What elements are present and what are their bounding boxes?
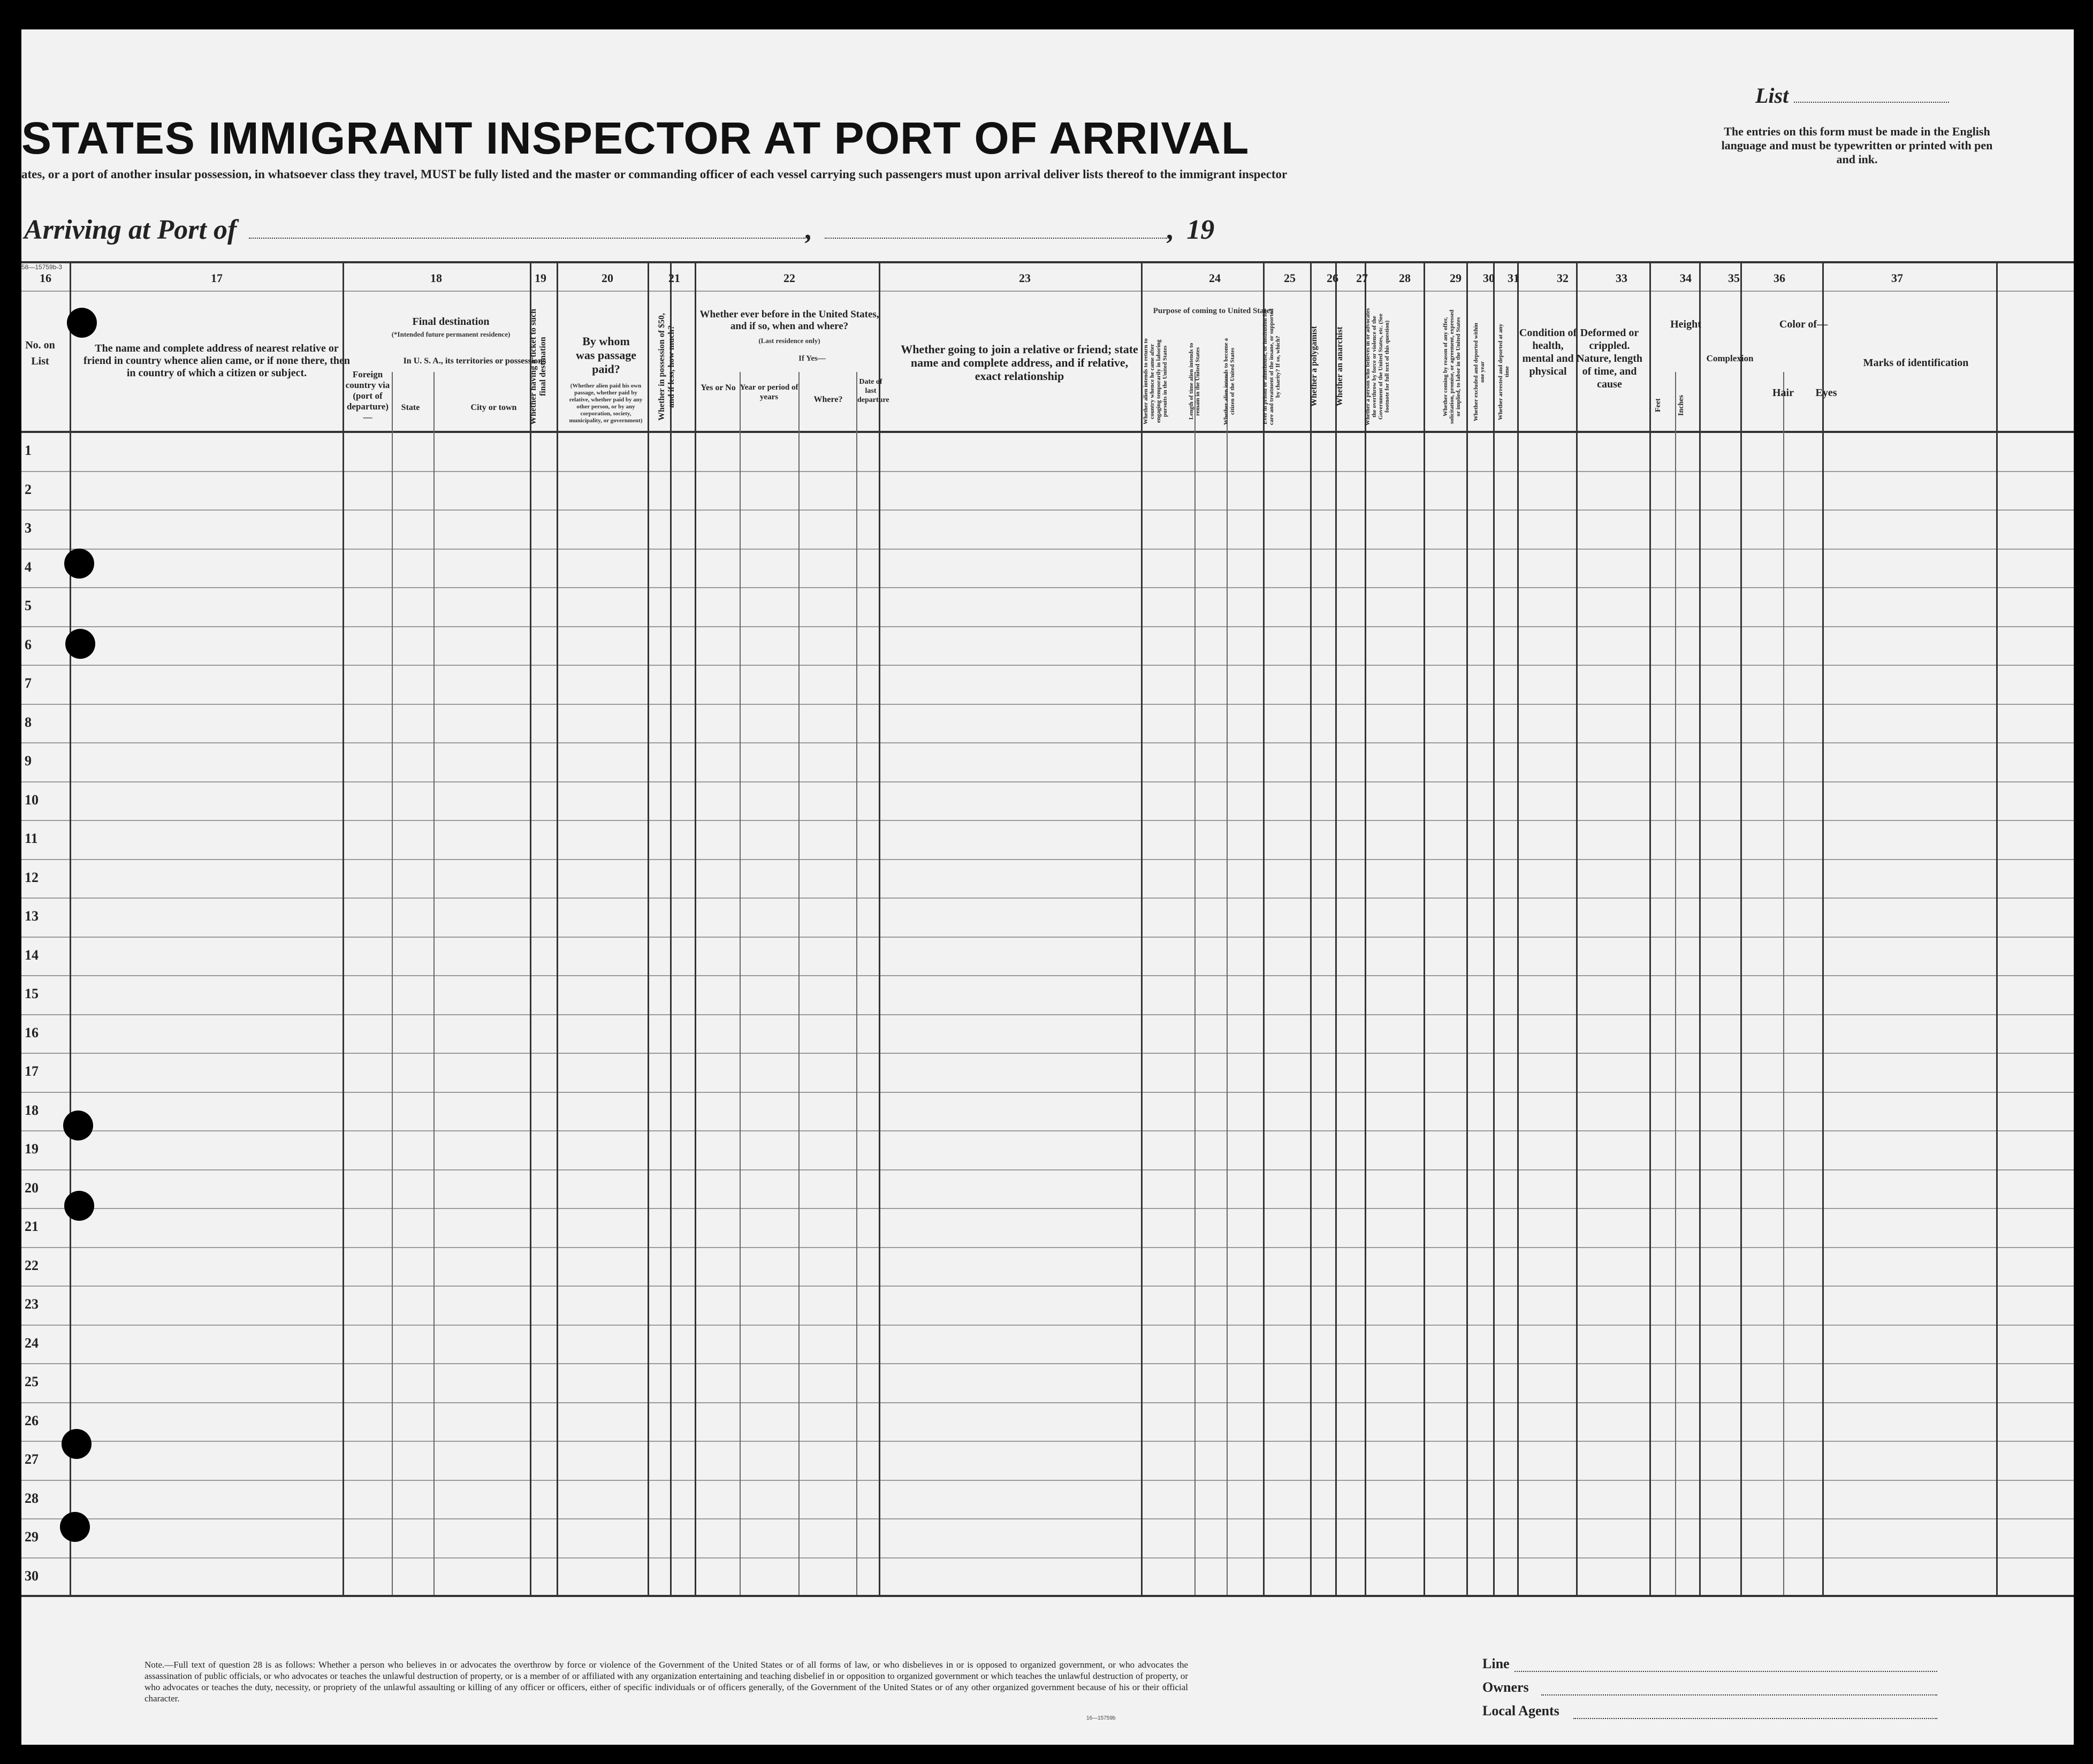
row-number: 24 [25, 1335, 39, 1351]
col-33-num: 33 [1616, 271, 1627, 285]
col-28-num: 28 [1399, 271, 1411, 285]
col-29-num: 29 [1450, 271, 1462, 285]
row-number: 7 [25, 675, 32, 691]
row-rule [21, 781, 2074, 782]
column-rule [1493, 262, 1495, 1595]
row-number: 27 [25, 1451, 39, 1467]
col-21-num: 21 [668, 271, 680, 285]
col-22-label: Whether ever before in the United States, and if so, when and where? [699, 309, 879, 332]
column-rule [1996, 262, 1998, 1595]
col-35-label: Complexion [1706, 353, 1754, 363]
row-rule [21, 975, 2074, 976]
row-number: 21 [25, 1219, 39, 1234]
row-rule [21, 587, 2074, 588]
col-31-num: 31 [1508, 271, 1519, 285]
col-34-num: 34 [1680, 271, 1692, 285]
row-number: 19 [25, 1141, 39, 1157]
row-rule [21, 742, 2074, 743]
row-rule [21, 1208, 2074, 1209]
agents-field[interactable] [1573, 1705, 1937, 1719]
col-17-label: The name and complete address of nearest relative or friend in country whence alien came, or if none there, then in country of which a citizen or subject. [83, 343, 351, 379]
col-34-inches: Inches [1677, 395, 1685, 416]
row-number: 16 [25, 1024, 39, 1040]
row-number: 28 [25, 1490, 39, 1506]
manifest-sheet [21, 29, 2074, 1745]
column-rule [1335, 262, 1337, 1595]
row-number: 13 [25, 908, 39, 924]
list-label: List [1755, 83, 1789, 108]
row-number: 10 [25, 792, 39, 808]
row-rule [21, 665, 2074, 666]
col-31-label: Whether arrested and deported at any time [1497, 323, 1510, 421]
col-17-num: 17 [211, 271, 223, 285]
row-rule [21, 1441, 2074, 1442]
col-36-eyes: Eyes [1815, 387, 1837, 399]
col-20-label: By whom was passage paid? [575, 334, 637, 376]
col-27-label: Whether an anarchist [1335, 326, 1344, 407]
arriving-label: Arriving at Port of [24, 215, 237, 245]
col-20-note: (Whether alien paid his own passage, whether paid by relative, whether paid by any other person, or by any corporation, society, municipality, or government) [569, 383, 643, 424]
column-rule [1466, 262, 1468, 1595]
column-number-rule [21, 291, 2074, 292]
row-rule [21, 1363, 2074, 1364]
row-rule [21, 1130, 2074, 1131]
column-rule [740, 372, 741, 1595]
signature-owners-label: Owners [1482, 1679, 1529, 1695]
row-number: 18 [25, 1102, 39, 1118]
row-rule [21, 1480, 2074, 1481]
port-of-arrival-field[interactable] [249, 216, 805, 239]
row-number: 20 [25, 1180, 39, 1196]
row-number: 26 [25, 1412, 39, 1428]
header-bottom-rule [21, 431, 2074, 433]
col-18-city: City or town [470, 403, 517, 412]
row-rule [21, 1169, 2074, 1170]
row-rule [21, 898, 2074, 899]
row-number: 14 [25, 947, 39, 963]
row-number: 11 [25, 831, 38, 846]
column-rule [670, 262, 672, 1595]
row-rule [21, 859, 2074, 860]
footer-code: 16—15759b [1086, 1715, 1116, 1721]
column-rule [530, 262, 531, 1595]
row-rule [21, 1053, 2074, 1054]
column-rule [879, 262, 880, 1595]
row-rule [21, 1247, 2074, 1248]
col-24-num: 24 [1209, 271, 1221, 285]
col-20-num: 20 [602, 271, 613, 285]
punch-hole [64, 1191, 94, 1221]
row-number: 22 [25, 1257, 39, 1273]
signature-block [1482, 1648, 1937, 1719]
punch-hole [60, 1512, 90, 1542]
col-22-num: 22 [783, 271, 795, 285]
col-24-label: Purpose of coming to United States [1153, 307, 1274, 315]
punch-hole [62, 1429, 92, 1459]
col-32-label: Condition of health, mental and physical [1519, 327, 1577, 377]
line-field[interactable] [1514, 1658, 1937, 1672]
punch-hole [67, 308, 97, 338]
entries-note: The entries on this form must be made in the English language and must be typewritten or printed with pen and ink. [1721, 125, 1993, 166]
column-rule [557, 262, 558, 1595]
col-18-foreign: Foreign country via (port of departure)— [345, 369, 390, 422]
row-number: 29 [25, 1529, 39, 1545]
col-35-num: 35 [1728, 271, 1740, 285]
column-rule [1675, 372, 1676, 1595]
row-rule [21, 626, 2074, 627]
col-16-label: No. on List [25, 339, 55, 367]
row-number: 1 [25, 443, 32, 458]
row-rule [21, 549, 2074, 550]
col-23-num: 23 [1019, 271, 1031, 285]
column-rule [1310, 262, 1312, 1595]
col-18-state: State [401, 403, 420, 412]
col-22-if-yes: If Yes— [798, 354, 826, 363]
column-rule [1194, 372, 1196, 1595]
column-rule [1740, 262, 1742, 1595]
col-37-label: Marks of identification [1863, 357, 1969, 369]
col-16-num: 16 [40, 271, 51, 285]
column-rule [798, 372, 800, 1595]
col-23-label: Whether going to join a relative or friend; state name and complete address, and if relative, exact relationship [901, 343, 1138, 383]
column-rule [1227, 372, 1228, 1595]
column-rule [856, 372, 857, 1595]
col-36-hair: Hair [1772, 387, 1794, 399]
col-22-years: Year or period of years [740, 383, 798, 401]
row-number: 30 [25, 1568, 39, 1584]
col-22-note: (Last residence only) [758, 337, 820, 345]
column-rule [648, 262, 649, 1595]
row-number: 23 [25, 1296, 39, 1312]
col-22-date: Date of last departure [857, 378, 889, 404]
col-25-num: 25 [1284, 271, 1296, 285]
col-29-label: Whether coming by reason of any offer, solicitation, promise, or agreement, expressed or implied, to labor in the United States [1442, 309, 1462, 424]
row-number: 2 [25, 481, 32, 497]
col-34-feet: Feet [1654, 398, 1662, 413]
row-number: 9 [25, 753, 32, 769]
column-rule [1424, 262, 1425, 1595]
column-rule [1699, 262, 1701, 1595]
page-subtitle: ates, or a port of another insular possession, in whatsoever class they travel, MUST be fully listed and the master or commanding officer of each vessel carrying such passengers must upon arrival deliver lists thereof to the immigrant inspector [21, 168, 1288, 181]
row-number: 25 [25, 1374, 39, 1389]
col-26-label: Whether a polygamist [1310, 326, 1319, 407]
col-21-label: Whether in possession of $50, and if less, how much? [657, 313, 676, 421]
col-19-label: Whether having a ticket to such final destination [529, 308, 547, 425]
column-rule [433, 372, 435, 1595]
col-24-sub-c: Whether alien intends to become a citizen of the United States [1223, 338, 1236, 425]
column-rule [1783, 372, 1784, 1595]
punch-hole [64, 549, 94, 579]
punch-hole [65, 629, 95, 659]
column-rule [1822, 262, 1824, 1595]
col-36-label: Color of— [1779, 318, 1828, 330]
col-19-num: 19 [535, 271, 546, 285]
row-number: 12 [25, 869, 39, 885]
punch-hole [63, 1111, 93, 1140]
row-number: 5 [25, 598, 32, 613]
column-rule [1365, 262, 1366, 1595]
column-rule [343, 262, 344, 1595]
row-rule [21, 471, 2074, 472]
row-number: 15 [25, 986, 39, 1001]
col-26-num: 26 [1327, 271, 1338, 285]
arrival-date-field[interactable] [825, 216, 1167, 239]
col-24-sub-a: Whether alien intends to return to country whence he came after engaging temporarily in laboring pursuits in the United States [1143, 338, 1168, 424]
row-rule [21, 1518, 2074, 1519]
col-25-label: Ever in prison or almshouse, or institution for care and treatment of the insane, or supported by charity? If so, which? [1262, 308, 1281, 425]
col-33-label: Deformed or crippled. Nature, length of time, and cause [1577, 327, 1642, 390]
row-rule [21, 1557, 2074, 1558]
column-rule [1141, 262, 1143, 1595]
column-rule [1263, 262, 1265, 1595]
table-bottom-rule [21, 1595, 2074, 1597]
row-number: 8 [25, 714, 32, 730]
col-18-label: Final destination [412, 316, 490, 328]
list-number-field[interactable] [1794, 86, 1949, 103]
col-28-label: Whether a person who believes in or advocates the overthrow by force or violence of the Government of the United States, etc. (See footnote for full text of this question) [1365, 308, 1390, 425]
row-rule [21, 937, 2074, 938]
column-rule [695, 262, 696, 1595]
arriving-line: Arriving at Port of , , 19 [24, 215, 1215, 245]
list-label-wrap [1755, 83, 1949, 108]
row-rule [21, 1325, 2074, 1326]
row-rule [21, 1014, 2074, 1015]
row-rule [21, 510, 2074, 511]
col-27-num: 27 [1356, 271, 1368, 285]
row-rule [21, 1402, 2074, 1403]
signature-agents-label: Local Agents [1482, 1703, 1559, 1719]
col-22-yes-no: Yes or No [701, 383, 736, 392]
col-32-num: 32 [1557, 271, 1569, 285]
row-number: 3 [25, 520, 32, 536]
column-rule [1517, 262, 1519, 1595]
row-rule [21, 1092, 2074, 1093]
row-number: 17 [25, 1063, 39, 1079]
col-18-usa: In U. S. A., its territories or possessions [403, 356, 546, 366]
col-36-num: 36 [1774, 271, 1785, 285]
table-top-rule [21, 261, 2074, 263]
row-number: 6 [25, 636, 32, 652]
col-22-where: Where? [813, 395, 843, 404]
row-rule [21, 1286, 2074, 1287]
col-30-label: Whether excluded and deported within one year [1473, 323, 1486, 421]
year-prefix: 19 [1186, 215, 1215, 245]
row-rule [21, 820, 2074, 821]
signature-line-label: Line [1482, 1656, 1510, 1671]
col-24-sub-b: Length of time alien intends to remain in the United States [1188, 343, 1201, 420]
footnote-q28: Note.—Full text of question 28 is as follows: Whether a person who believes in or advocates the overthrow by force or violence of the Government of the United States or of all forms of law, or who disbelieves in or is opposed to organized government, or who advocates the assassination of public officials, or who advocates or teaches the unlawful destruction of property, or is a member of or affiliated with any organization entertaining and teaching disbelief in or opposition to organized government or which teaches the unlawful destruction of property, or who advocates or teaches the duty, necessity, or propriety of the unlawful assaulting or killing of any officer or officers, either of specific individuals or of officers generally, of the Government of the United States or of any other organized government because of his or their official character. [144, 1660, 1188, 1704]
column-rule [70, 262, 71, 1595]
column-rule [1649, 262, 1651, 1595]
col-18-num: 18 [430, 271, 442, 285]
column-rule [392, 372, 393, 1595]
col-30-num: 30 [1483, 271, 1495, 285]
owners-field[interactable] [1541, 1682, 1937, 1695]
col-34-label: Height [1670, 318, 1701, 330]
page-title: STATES IMMIGRANT INSPECTOR AT PORT OF ARRIVAL [21, 113, 1250, 163]
row-rule [21, 704, 2074, 705]
row-number: 4 [25, 559, 32, 575]
form-number: 58—15759b-3 [21, 263, 63, 271]
column-rule [1576, 262, 1578, 1595]
col-18-note: (*Intended future permanent residence) [391, 330, 511, 338]
col-37-num: 37 [1891, 271, 1903, 285]
